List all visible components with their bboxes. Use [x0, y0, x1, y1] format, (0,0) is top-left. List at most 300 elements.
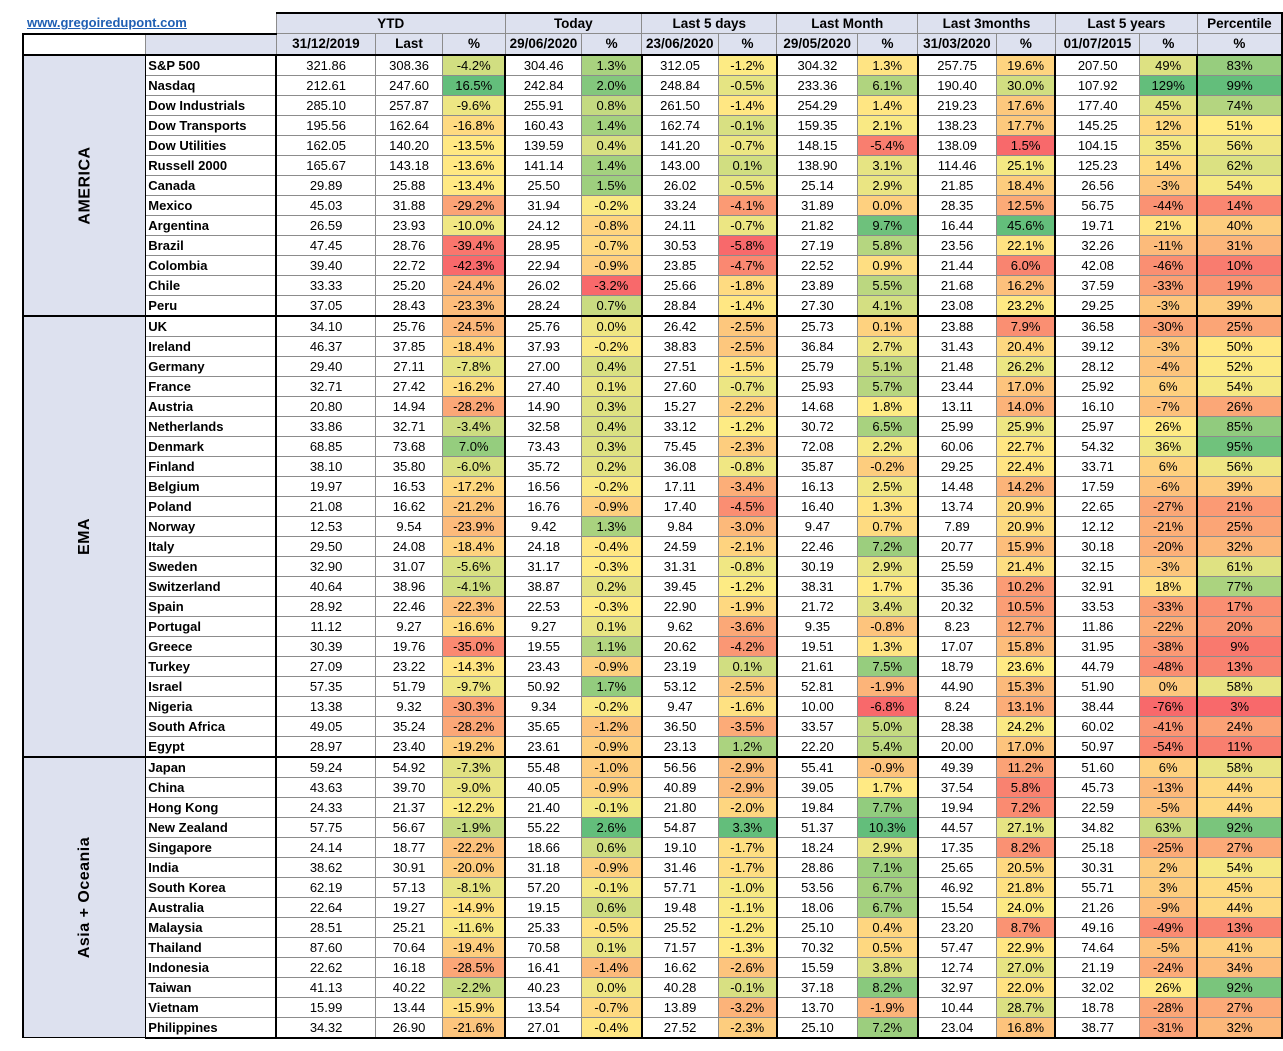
percent-cell: 1.4%	[582, 115, 642, 135]
price-cell: 25.10	[777, 1017, 857, 1038]
percent-cell: 7.7%	[857, 797, 917, 817]
percent-cell: -28.5%	[443, 957, 505, 977]
price-cell: 38.77	[1055, 1017, 1139, 1038]
price-cell: 23.19	[642, 656, 719, 676]
percent-cell: -1.9%	[857, 676, 917, 696]
percent-cell: 16.5%	[443, 75, 505, 95]
price-cell: 39.45	[642, 576, 719, 596]
table-row	[23, 476, 1282, 496]
table-row	[23, 235, 1282, 255]
percent-cell: -0.9%	[582, 736, 642, 757]
price-cell: 11.12	[276, 616, 375, 636]
price-cell: 141.20	[642, 135, 719, 155]
price-cell: 37.05	[276, 295, 375, 316]
table-row	[23, 115, 1282, 135]
price-cell: 10.44	[918, 997, 997, 1017]
price-cell: 28.84	[642, 295, 719, 316]
region-label-asia-oceania	[23, 757, 146, 1038]
percent-cell: -0.1%	[718, 115, 777, 135]
percent-cell: -7.8%	[443, 356, 505, 376]
percent-cell: 1.1%	[582, 636, 642, 656]
percent-cell: 6.5%	[857, 416, 917, 436]
price-cell: 16.40	[777, 496, 857, 516]
price-cell: 9.34	[505, 696, 582, 716]
price-cell: 9.84	[642, 516, 719, 536]
percent-cell: 0.0%	[582, 977, 642, 997]
percent-cell: -28.2%	[443, 716, 505, 736]
price-cell: 21.44	[918, 255, 997, 275]
price-cell: 255.91	[505, 95, 582, 115]
price-cell: 247.60	[375, 75, 442, 95]
region-label-ema	[23, 316, 146, 757]
percent-cell: -3.4%	[718, 476, 777, 496]
price-cell: 50.92	[505, 676, 582, 696]
price-cell: 160.43	[505, 115, 582, 135]
price-cell: 32.71	[276, 376, 375, 396]
price-cell: 24.14	[276, 837, 375, 857]
percent-cell: -3%	[1139, 175, 1197, 195]
percent-cell: 7.5%	[857, 656, 917, 676]
percent-cell: 77%	[1197, 576, 1282, 596]
table-row	[23, 676, 1282, 696]
price-cell: 21.61	[777, 656, 857, 676]
percent-cell: -0.5%	[582, 917, 642, 937]
percent-cell: 28.7%	[996, 997, 1055, 1017]
price-cell: 26.59	[276, 215, 375, 235]
percent-cell: -1.2%	[718, 917, 777, 937]
percent-cell: -3%	[1139, 336, 1197, 356]
column-header: %	[1139, 34, 1197, 55]
price-cell: 148.15	[777, 135, 857, 155]
price-cell: 24.11	[642, 215, 719, 235]
price-cell: 32.26	[1055, 235, 1139, 255]
percent-cell: -0.2%	[582, 195, 642, 215]
percent-cell: -8.1%	[443, 877, 505, 897]
percent-cell: -1.7%	[718, 837, 777, 857]
percent-cell: 19.6%	[996, 55, 1055, 76]
price-cell: 23.04	[918, 1017, 997, 1038]
price-cell: 44.57	[918, 817, 997, 837]
price-cell: 27.60	[642, 376, 719, 396]
price-cell: 73.68	[375, 436, 442, 456]
percent-cell: 25%	[1197, 316, 1282, 337]
price-cell: 159.35	[777, 115, 857, 135]
percent-cell: 51%	[1197, 115, 1282, 135]
percent-cell: -23.9%	[443, 516, 505, 536]
corner-blank	[23, 34, 146, 55]
price-cell: 25.97	[1055, 416, 1139, 436]
price-cell: 28.86	[777, 857, 857, 877]
table-row	[23, 376, 1282, 396]
price-cell: 261.50	[642, 95, 719, 115]
price-cell: 40.64	[276, 576, 375, 596]
price-cell: 22.46	[375, 596, 442, 616]
percent-cell: -20%	[1139, 536, 1197, 556]
percent-cell: -0.4%	[582, 1017, 642, 1038]
percent-cell: 2.9%	[857, 175, 917, 195]
percent-cell: 30.0%	[996, 75, 1055, 95]
price-cell: 21.80	[642, 797, 719, 817]
price-cell: 70.58	[505, 937, 582, 957]
price-cell: 44.79	[1055, 656, 1139, 676]
price-cell: 40.22	[375, 977, 442, 997]
site-link[interactable]: www.gregoiredupont.com	[27, 15, 187, 31]
price-cell: 31.88	[375, 195, 442, 215]
percent-cell: 3%	[1139, 877, 1197, 897]
price-cell: 49.16	[1055, 917, 1139, 937]
percent-cell: 22.0%	[996, 977, 1055, 997]
percent-cell: 5.0%	[857, 716, 917, 736]
percent-cell: -3%	[1139, 295, 1197, 316]
table-row	[23, 456, 1282, 476]
price-cell: 21.82	[777, 215, 857, 235]
price-cell: 24.12	[505, 215, 582, 235]
percent-cell: -42.3%	[443, 255, 505, 275]
percent-cell: -1.2%	[718, 55, 777, 76]
price-cell: 17.07	[918, 636, 997, 656]
market-name: S&P 500	[146, 55, 277, 76]
percent-cell: -5.6%	[443, 556, 505, 576]
price-cell: 33.86	[276, 416, 375, 436]
percent-cell: 12.5%	[996, 195, 1055, 215]
percent-cell: 9%	[1197, 636, 1282, 656]
percent-cell: 56%	[1197, 135, 1282, 155]
market-name: Thailand	[146, 937, 277, 957]
price-cell: 219.23	[918, 95, 997, 115]
percent-cell: -1.9%	[718, 596, 777, 616]
percent-cell: -20.0%	[443, 857, 505, 877]
percent-cell: 32%	[1197, 1017, 1282, 1038]
price-cell: 21.37	[375, 797, 442, 817]
table-body	[23, 55, 1282, 1038]
price-cell: 254.29	[777, 95, 857, 115]
percent-cell: 25.1%	[996, 155, 1055, 175]
percent-cell: 13%	[1197, 656, 1282, 676]
percent-cell: 3.8%	[857, 957, 917, 977]
percent-cell: 56%	[1197, 456, 1282, 476]
price-cell: 25.93	[777, 376, 857, 396]
market-name: Nasdaq	[146, 75, 277, 95]
percent-cell: 21.8%	[996, 877, 1055, 897]
table-row	[23, 95, 1282, 115]
percent-cell: 1.5%	[582, 175, 642, 195]
price-cell: 9.54	[375, 516, 442, 536]
table-header	[23, 13, 1282, 55]
percent-cell: -15.9%	[443, 997, 505, 1017]
price-cell: 22.90	[642, 596, 719, 616]
price-cell: 23.40	[375, 736, 442, 757]
market-name: Sweden	[146, 556, 277, 576]
percent-cell: 99%	[1197, 75, 1282, 95]
market-name: Turkey	[146, 656, 277, 676]
price-cell: 27.19	[777, 235, 857, 255]
price-cell: 304.32	[777, 55, 857, 76]
percent-cell: 3%	[1197, 696, 1282, 716]
percent-cell: 0.1%	[582, 937, 642, 957]
table-row	[23, 275, 1282, 295]
price-cell: 53.56	[777, 877, 857, 897]
percent-cell: -0.9%	[582, 656, 642, 676]
price-cell: 25.18	[1055, 837, 1139, 857]
percent-cell: 10.3%	[857, 817, 917, 837]
percent-cell: -2.3%	[718, 1017, 777, 1038]
price-cell: 17.59	[1055, 476, 1139, 496]
percent-cell: -0.2%	[582, 696, 642, 716]
price-cell: 32.91	[1055, 576, 1139, 596]
percent-cell: -0.3%	[582, 556, 642, 576]
market-performance-table	[22, 12, 1283, 1039]
table-row	[23, 997, 1282, 1017]
price-cell: 32.58	[505, 416, 582, 436]
percent-cell: 7.9%	[996, 316, 1055, 337]
price-cell: 190.40	[918, 75, 997, 95]
market-name: Singapore	[146, 837, 277, 857]
price-cell: 38.62	[276, 857, 375, 877]
price-cell: 70.32	[777, 937, 857, 957]
percent-cell: 1.3%	[582, 55, 642, 76]
group-header-today: Today	[505, 13, 641, 34]
percent-cell: 4.1%	[857, 295, 917, 316]
price-cell: 25.50	[505, 175, 582, 195]
price-cell: 31.31	[642, 556, 719, 576]
percent-cell: 14.2%	[996, 476, 1055, 496]
price-cell: 32.15	[1055, 556, 1139, 576]
price-cell: 19.97	[276, 476, 375, 496]
price-cell: 9.42	[505, 516, 582, 536]
table-row	[23, 356, 1282, 376]
price-cell: 33.12	[642, 416, 719, 436]
column-header: %	[582, 34, 642, 55]
percent-cell: -22%	[1139, 616, 1197, 636]
price-cell: 13.70	[777, 997, 857, 1017]
percent-cell: 11%	[1197, 736, 1282, 757]
percent-cell: -3.2%	[582, 275, 642, 295]
group-header-percentile: Percentile	[1197, 13, 1282, 34]
percent-cell: 14%	[1139, 155, 1197, 175]
percent-cell: 14.0%	[996, 396, 1055, 416]
percent-cell: 1.8%	[857, 396, 917, 416]
percent-cell: 10.2%	[996, 576, 1055, 596]
percent-cell: 6%	[1139, 757, 1197, 778]
percent-cell: -3.5%	[718, 716, 777, 736]
percent-cell: 129%	[1139, 75, 1197, 95]
price-cell: 36.08	[642, 456, 719, 476]
price-cell: 50.97	[1055, 736, 1139, 757]
percent-cell: 58%	[1197, 757, 1282, 778]
percent-cell: 6%	[1139, 376, 1197, 396]
percent-cell: -33%	[1139, 275, 1197, 295]
percent-cell: -0.9%	[582, 255, 642, 275]
table-row	[23, 336, 1282, 356]
price-cell: 46.37	[276, 336, 375, 356]
price-cell: 19.76	[375, 636, 442, 656]
percent-cell: -1.5%	[718, 356, 777, 376]
price-cell: 26.02	[642, 175, 719, 195]
price-cell: 43.63	[276, 777, 375, 797]
price-cell: 9.47	[642, 696, 719, 716]
price-cell: 57.35	[276, 676, 375, 696]
percent-cell: 0.3%	[582, 436, 642, 456]
percent-cell: -0.2%	[582, 476, 642, 496]
percent-cell: 0%	[1139, 676, 1197, 696]
percent-cell: 39%	[1197, 476, 1282, 496]
percent-cell: 62%	[1197, 155, 1282, 175]
market-name: China	[146, 777, 277, 797]
price-cell: 14.94	[375, 396, 442, 416]
price-cell: 12.12	[1055, 516, 1139, 536]
price-cell: 162.74	[642, 115, 719, 135]
market-name: Vietnam	[146, 997, 277, 1017]
price-cell: 25.92	[1055, 376, 1139, 396]
percent-cell: 26%	[1139, 977, 1197, 997]
price-cell: 248.84	[642, 75, 719, 95]
price-cell: 36.50	[642, 716, 719, 736]
price-cell: 53.12	[642, 676, 719, 696]
percent-cell: -38%	[1139, 636, 1197, 656]
percent-cell: -1.7%	[718, 857, 777, 877]
price-cell: 33.53	[1055, 596, 1139, 616]
price-cell: 138.09	[918, 135, 997, 155]
group-header-ytd: YTD	[276, 13, 505, 34]
percent-cell: -6%	[1139, 476, 1197, 496]
percent-cell: 17.0%	[996, 376, 1055, 396]
percent-cell: -54%	[1139, 736, 1197, 757]
column-header: 29/05/2020	[777, 34, 857, 55]
column-header: 01/07/2015	[1055, 34, 1139, 55]
price-cell: 23.61	[505, 736, 582, 757]
percent-cell: 19%	[1197, 275, 1282, 295]
price-cell: 41.13	[276, 977, 375, 997]
percent-cell: -1.2%	[582, 716, 642, 736]
percent-cell: -44%	[1139, 195, 1197, 215]
percent-cell: -2.9%	[718, 757, 777, 778]
price-cell: 304.46	[505, 55, 582, 76]
price-cell: 18.79	[918, 656, 997, 676]
percent-cell: 23.2%	[996, 295, 1055, 316]
price-cell: 35.80	[375, 456, 442, 476]
percent-cell: -1.8%	[718, 275, 777, 295]
percent-cell: -49%	[1139, 917, 1197, 937]
market-name: Ireland	[146, 336, 277, 356]
percent-cell: -3%	[1139, 556, 1197, 576]
price-cell: 32.97	[918, 977, 997, 997]
percent-cell: -0.1%	[718, 977, 777, 997]
percent-cell: -4.1%	[718, 195, 777, 215]
market-name: Poland	[146, 496, 277, 516]
price-cell: 38.10	[276, 456, 375, 476]
price-cell: 29.50	[276, 536, 375, 556]
table-row	[23, 215, 1282, 235]
price-cell: 19.55	[505, 636, 582, 656]
column-header: 23/06/2020	[642, 34, 719, 55]
price-cell: 19.84	[777, 797, 857, 817]
percent-cell: 1.7%	[857, 576, 917, 596]
price-cell: 312.05	[642, 55, 719, 76]
market-name: Russell 2000	[146, 155, 277, 175]
market-name: Philippines	[146, 1017, 277, 1038]
subheader-row	[23, 34, 1282, 55]
percent-cell: 12.7%	[996, 616, 1055, 636]
percent-cell: 26%	[1139, 416, 1197, 436]
percent-cell: -16.6%	[443, 616, 505, 636]
region-label-text: EMA	[76, 517, 94, 555]
percent-cell: 16.8%	[996, 1017, 1055, 1038]
percent-cell: 22.7%	[996, 436, 1055, 456]
percent-cell: -0.5%	[718, 75, 777, 95]
region-label-america	[23, 55, 146, 316]
table-row	[23, 777, 1282, 797]
percent-cell: 3.3%	[718, 817, 777, 837]
percent-cell: -24.5%	[443, 316, 505, 337]
percent-cell: 2.5%	[857, 476, 917, 496]
market-name: Italy	[146, 536, 277, 556]
percent-cell: 0.4%	[582, 416, 642, 436]
price-cell: 26.42	[642, 316, 719, 337]
price-cell: 23.93	[375, 215, 442, 235]
percent-cell: -48%	[1139, 656, 1197, 676]
market-name: Peru	[146, 295, 277, 316]
group-header-last-5-days: Last 5 days	[642, 13, 777, 34]
table-row	[23, 977, 1282, 997]
percent-cell: 0.4%	[857, 917, 917, 937]
price-cell: 16.18	[375, 957, 442, 977]
percent-cell: 1.3%	[857, 636, 917, 656]
percent-cell: -1.2%	[718, 416, 777, 436]
percent-cell: 6.7%	[857, 897, 917, 917]
price-cell: 22.53	[505, 596, 582, 616]
group-header-row	[23, 13, 1282, 34]
price-cell: 40.28	[642, 977, 719, 997]
table-row	[23, 576, 1282, 596]
price-cell: 18.78	[1055, 997, 1139, 1017]
price-cell: 25.14	[777, 175, 857, 195]
percent-cell: 0.2%	[582, 456, 642, 476]
percent-cell: 2.2%	[857, 436, 917, 456]
percent-cell: 20.9%	[996, 496, 1055, 516]
price-cell: 285.10	[276, 95, 375, 115]
price-cell: 30.31	[1055, 857, 1139, 877]
price-cell: 23.20	[918, 917, 997, 937]
price-cell: 30.18	[1055, 536, 1139, 556]
percent-cell: 0.7%	[857, 516, 917, 536]
price-cell: 14.68	[777, 396, 857, 416]
price-cell: 23.89	[777, 275, 857, 295]
price-cell: 38.44	[1055, 696, 1139, 716]
price-cell: 25.76	[505, 316, 582, 337]
percent-cell: -9.0%	[443, 777, 505, 797]
price-cell: 27.00	[505, 356, 582, 376]
percent-cell: 34%	[1197, 957, 1282, 977]
market-name: Japan	[146, 757, 277, 778]
price-cell: 19.51	[777, 636, 857, 656]
price-cell: 12.74	[918, 957, 997, 977]
percent-cell: -1.0%	[582, 757, 642, 778]
market-name: Israel	[146, 676, 277, 696]
price-cell: 28.95	[505, 235, 582, 255]
table-row	[23, 135, 1282, 155]
price-cell: 9.35	[777, 616, 857, 636]
percent-cell: 7.0%	[443, 436, 505, 456]
price-cell: 21.48	[918, 356, 997, 376]
percent-cell: 27%	[1197, 997, 1282, 1017]
price-cell: 36.58	[1055, 316, 1139, 337]
percent-cell: 83%	[1197, 55, 1282, 76]
table-row	[23, 155, 1282, 175]
price-cell: 54.87	[642, 817, 719, 837]
price-cell: 35.36	[918, 576, 997, 596]
percent-cell: -23.3%	[443, 295, 505, 316]
price-cell: 19.71	[1055, 215, 1139, 235]
